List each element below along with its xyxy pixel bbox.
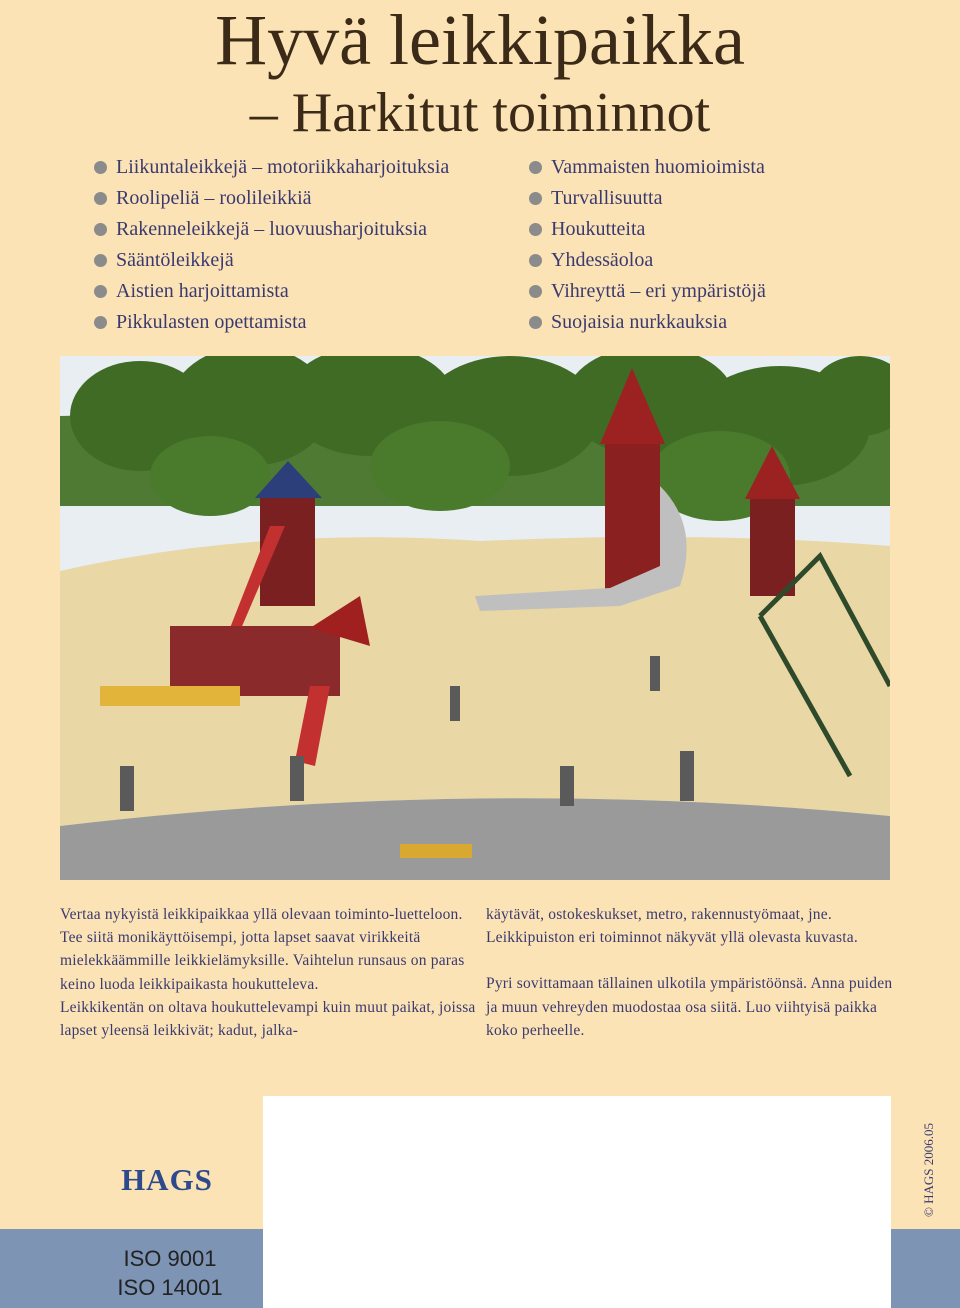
bullet-icon: [94, 223, 107, 236]
bench: [400, 844, 472, 858]
bullet-icon: [529, 316, 542, 329]
list-item: Pikkulasten opettamista: [94, 307, 449, 338]
list-item: Houkutteita: [529, 214, 766, 245]
list-item: Roolipeliä – roolileikkiä: [94, 183, 449, 214]
bullet-icon: [529, 285, 542, 298]
iso-line: ISO 9001: [123, 1246, 217, 1271]
list-item: Yhdessäoloa: [529, 245, 766, 276]
paragraph: Vertaa nykyistä leikkipaikkaa yllä olevaan toiminto-luetteloon. Tee siitä monikäyttöisempi, jotta lapset saavat virikkeitä mielekkäämmille leikkielämyksille. Vaihtelun runsaus on paras keino luoda leikkipaikasta houkutteleva.: [60, 906, 465, 993]
list-item: Sääntöleikkejä: [94, 245, 449, 276]
list-item: Suojaisia nurkkauksia: [529, 307, 766, 338]
hags-logo: HAGS: [121, 1162, 213, 1197]
bullet-list-left: [94, 152, 449, 338]
paragraph: Leikkikentän on oltava houkuttelevampi kuin muut paikat, joissa lapset yleensä leikkivät; kadut, jalka-: [60, 998, 476, 1040]
iso-line: ISO 14001: [117, 1275, 223, 1300]
bullet-icon: [94, 161, 107, 174]
bullet-icon: [94, 316, 107, 329]
list-item: Vammaisten huomioimista: [529, 152, 766, 183]
bullet-icon: [94, 254, 107, 267]
iso-certifications: [70, 1244, 270, 1302]
playground-illustration: [60, 356, 890, 880]
body-text-right: [486, 903, 906, 1042]
bullet-icon: [529, 223, 542, 236]
bullet-icon: [94, 285, 107, 298]
bullet-icon: [529, 192, 542, 205]
bullet-icon: [529, 161, 542, 174]
bullet-icon: [529, 254, 542, 267]
copyright-notice: © HAGS 2006.05: [921, 1122, 936, 1218]
list-item: Turvallisuutta: [529, 183, 766, 214]
page-subtitle: – Harkitut toiminnot: [249, 82, 711, 144]
body-text-left: [60, 903, 480, 1042]
list-item: Rakenneleikkejä – luovuusharjoituksia: [94, 214, 449, 245]
bullet-icon: [94, 192, 107, 205]
bullet-list-right: [529, 152, 766, 338]
list-item: Liikuntaleikkejä – motoriikkaharjoituksia: [94, 152, 449, 183]
list-item: Aistien harjoittamista: [94, 276, 449, 307]
page-title: Hyvä leikkipaikka: [215, 0, 745, 80]
paragraph: Pyri sovittamaan tällainen ulkotila ympäristöönsä. Anna puiden ja muun vehreyden muodostaa osa siitä. Luo viihtyisä paikka koko perheelle.: [486, 975, 893, 1039]
white-panel: [263, 1096, 891, 1308]
paragraph: käytävät, ostokeskukset, metro, rakennustyömaat, jne. Leikkipuiston eri toiminnot näkyvät yllä olevasta kuvasta.: [486, 906, 858, 947]
list-item: Vihreyttä – eri ympäristöjä: [529, 276, 766, 307]
